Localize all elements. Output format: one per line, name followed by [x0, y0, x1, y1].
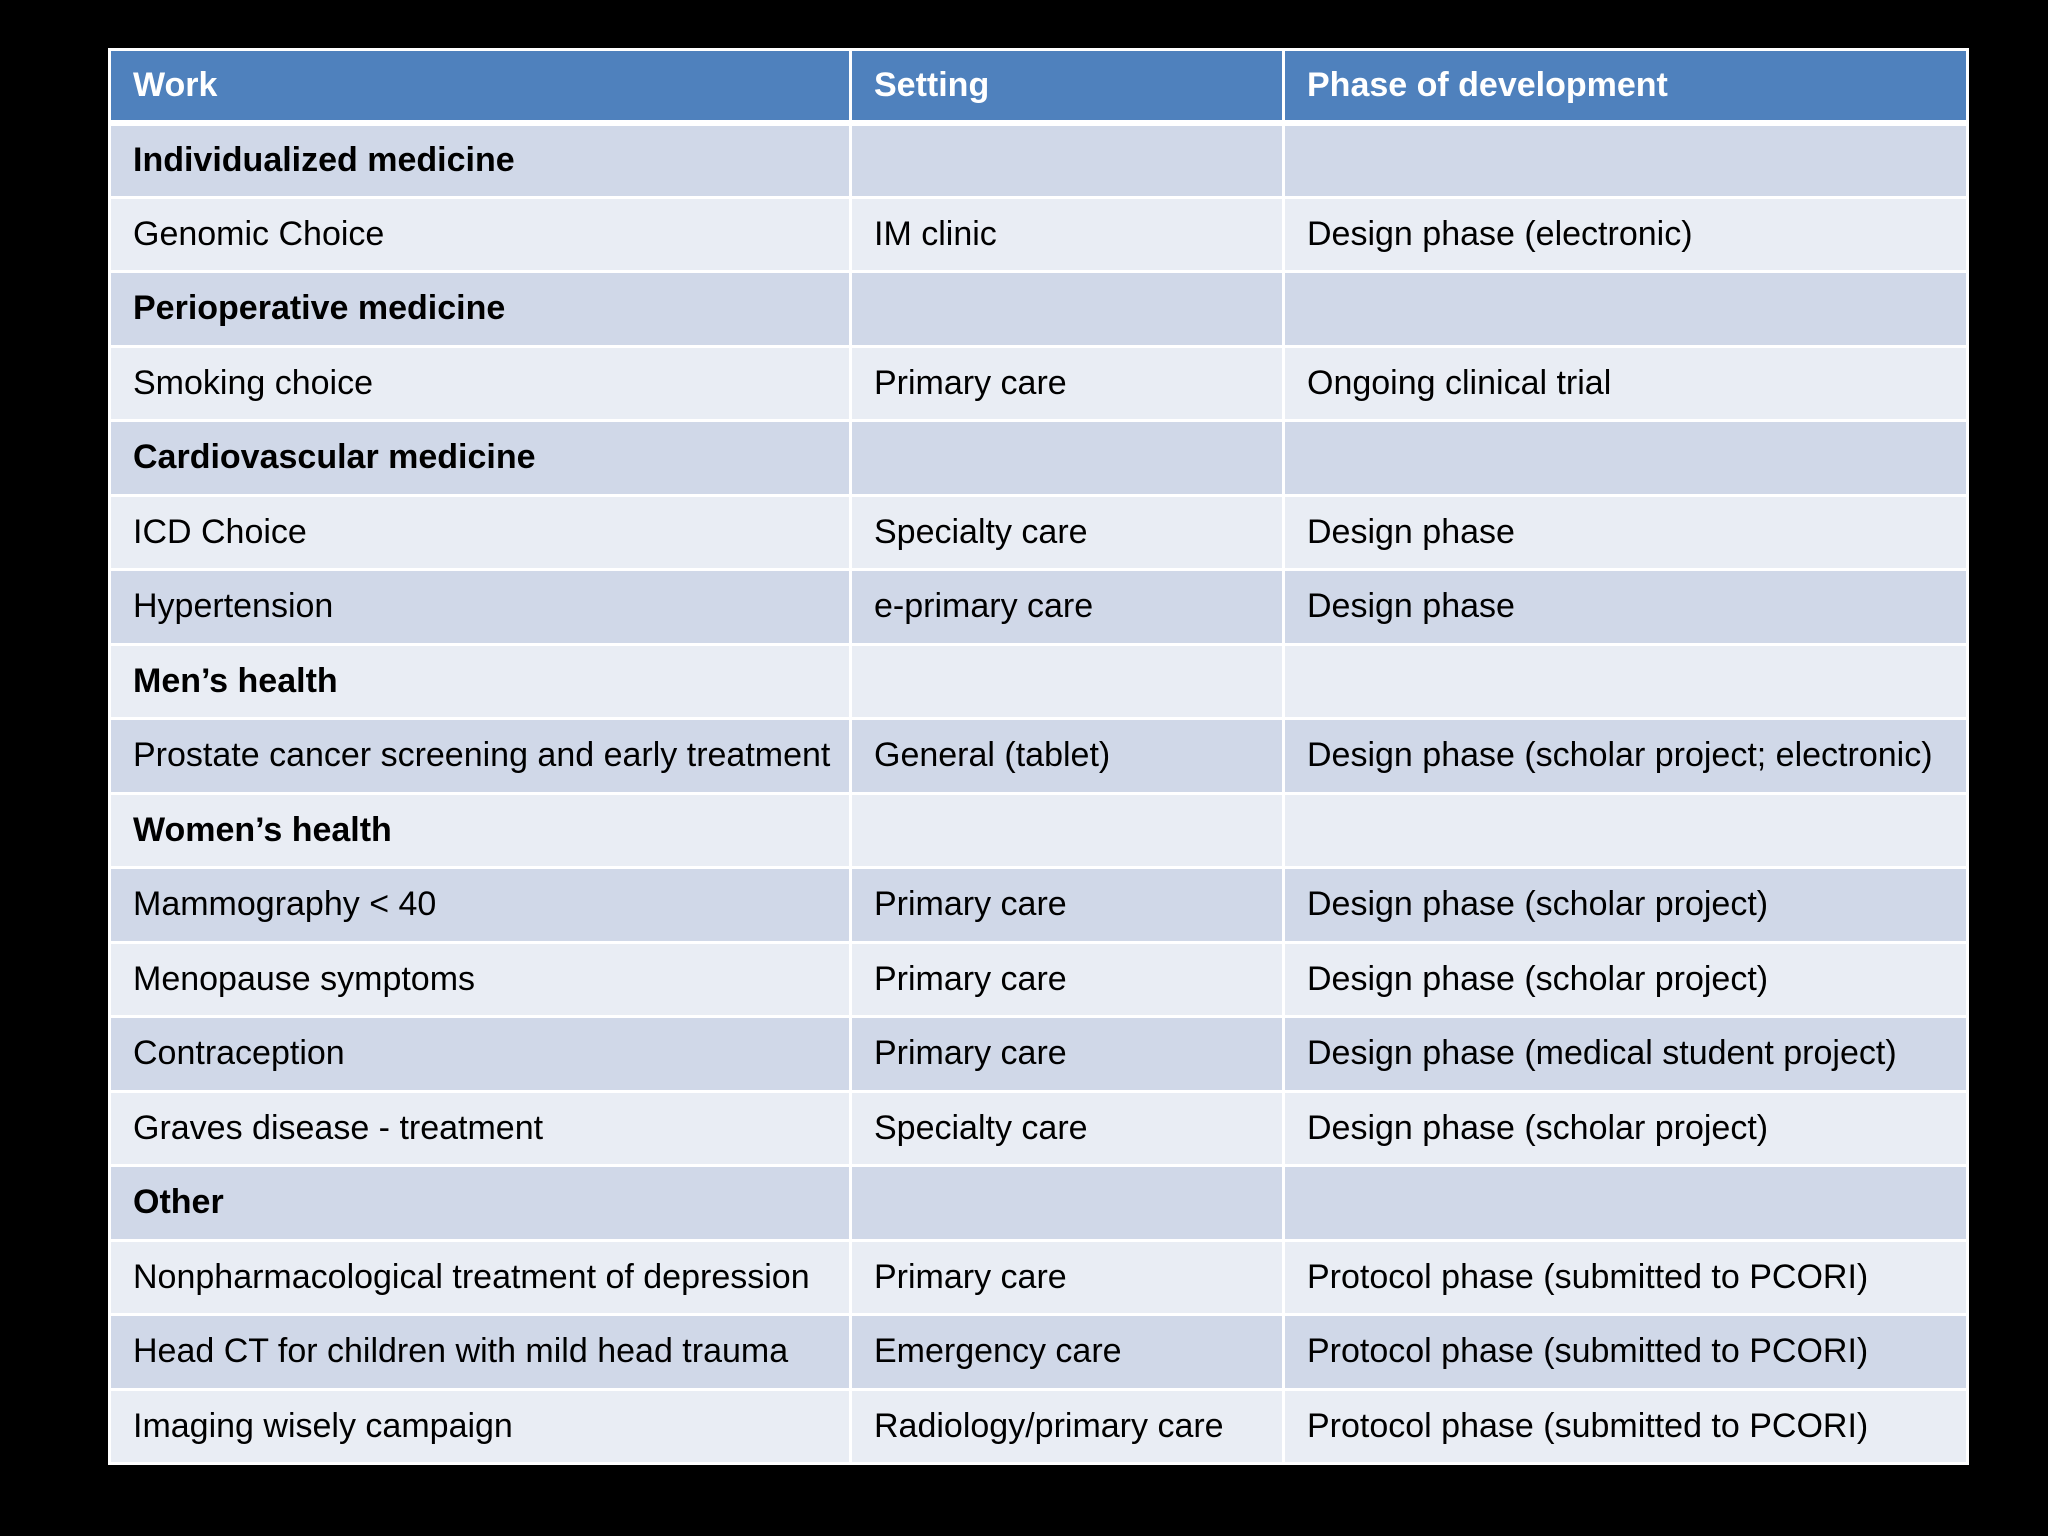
header-work: Work — [110, 50, 851, 123]
group-title: Perioperative medicine — [110, 272, 851, 347]
cell-work: Nonpharmacological treatment of depression — [110, 1240, 851, 1315]
table-group-row — [110, 421, 1968, 496]
header-setting: Setting — [851, 50, 1284, 123]
group-title: Men’s health — [110, 644, 851, 719]
table-row — [110, 1017, 1968, 1092]
cell-phase: Ongoing clinical trial — [1284, 346, 1968, 421]
cell-setting — [851, 123, 1284, 198]
table-group-row — [110, 123, 1968, 198]
table-row — [110, 495, 1968, 570]
header-phase: Phase of development — [1284, 50, 1968, 123]
cell-phase — [1284, 421, 1968, 496]
table-row — [110, 197, 1968, 272]
cell-setting: Radiology/primary care — [851, 1389, 1284, 1464]
cell-setting: Primary care — [851, 942, 1284, 1017]
cell-work: Smoking choice — [110, 346, 851, 421]
table-row — [110, 1240, 1968, 1315]
cell-phase: Protocol phase (submitted to PCORI) — [1284, 1240, 1968, 1315]
group-title: Individualized medicine — [110, 123, 851, 198]
cell-setting — [851, 421, 1284, 496]
cell-setting: Primary care — [851, 346, 1284, 421]
cell-setting: Primary care — [851, 868, 1284, 943]
table-group-row — [110, 1166, 1968, 1241]
table-row — [110, 1315, 1968, 1390]
cell-work: Imaging wisely campaign — [110, 1389, 851, 1464]
cell-phase — [1284, 793, 1968, 868]
table-row — [110, 570, 1968, 645]
cell-phase: Design phase (scholar project) — [1284, 868, 1968, 943]
cell-setting: e-primary care — [851, 570, 1284, 645]
cell-phase: Design phase — [1284, 495, 1968, 570]
cell-work: Contraception — [110, 1017, 851, 1092]
works-table — [108, 48, 1969, 1465]
cell-phase: Design phase (scholar project; electronic) — [1284, 719, 1968, 794]
cell-setting — [851, 644, 1284, 719]
cell-setting: Primary care — [851, 1240, 1284, 1315]
cell-setting: Primary care — [851, 1017, 1284, 1092]
table-row — [110, 868, 1968, 943]
cell-phase: Protocol phase (submitted to PCORI) — [1284, 1389, 1968, 1464]
cell-setting: Emergency care — [851, 1315, 1284, 1390]
cell-setting: Specialty care — [851, 495, 1284, 570]
cell-work: Graves disease - treatment — [110, 1091, 851, 1166]
table-row — [110, 1091, 1968, 1166]
table-row — [110, 346, 1968, 421]
cell-work: Prostate cancer screening and early treatment — [110, 719, 851, 794]
cell-phase: Design phase (scholar project) — [1284, 942, 1968, 1017]
cell-phase — [1284, 644, 1968, 719]
cell-phase: Protocol phase (submitted to PCORI) — [1284, 1315, 1968, 1390]
table-group-row — [110, 793, 1968, 868]
cell-setting — [851, 793, 1284, 868]
table-row — [110, 719, 1968, 794]
cell-work: Mammography < 40 — [110, 868, 851, 943]
table-header-row — [110, 50, 1968, 123]
cell-work: Head CT for children with mild head trauma — [110, 1315, 851, 1390]
group-title: Cardiovascular medicine — [110, 421, 851, 496]
cell-setting: IM clinic — [851, 197, 1284, 272]
cell-work: Menopause symptoms — [110, 942, 851, 1017]
group-title: Other — [110, 1166, 851, 1241]
cell-setting: General (tablet) — [851, 719, 1284, 794]
cell-phase — [1284, 272, 1968, 347]
cell-setting — [851, 272, 1284, 347]
table-group-row — [110, 644, 1968, 719]
cell-setting: Specialty care — [851, 1091, 1284, 1166]
cell-work: Genomic Choice — [110, 197, 851, 272]
table-row — [110, 942, 1968, 1017]
cell-setting — [851, 1166, 1284, 1241]
cell-phase: Design phase (electronic) — [1284, 197, 1968, 272]
group-title: Women’s health — [110, 793, 851, 868]
table-body — [110, 123, 1968, 1464]
cell-work: Hypertension — [110, 570, 851, 645]
table-row — [110, 1389, 1968, 1464]
cell-work: ICD Choice — [110, 495, 851, 570]
cell-phase: Design phase (medical student project) — [1284, 1017, 1968, 1092]
table-group-row — [110, 272, 1968, 347]
cell-phase: Design phase (scholar project) — [1284, 1091, 1968, 1166]
cell-phase — [1284, 123, 1968, 198]
cell-phase — [1284, 1166, 1968, 1241]
cell-phase: Design phase — [1284, 570, 1968, 645]
